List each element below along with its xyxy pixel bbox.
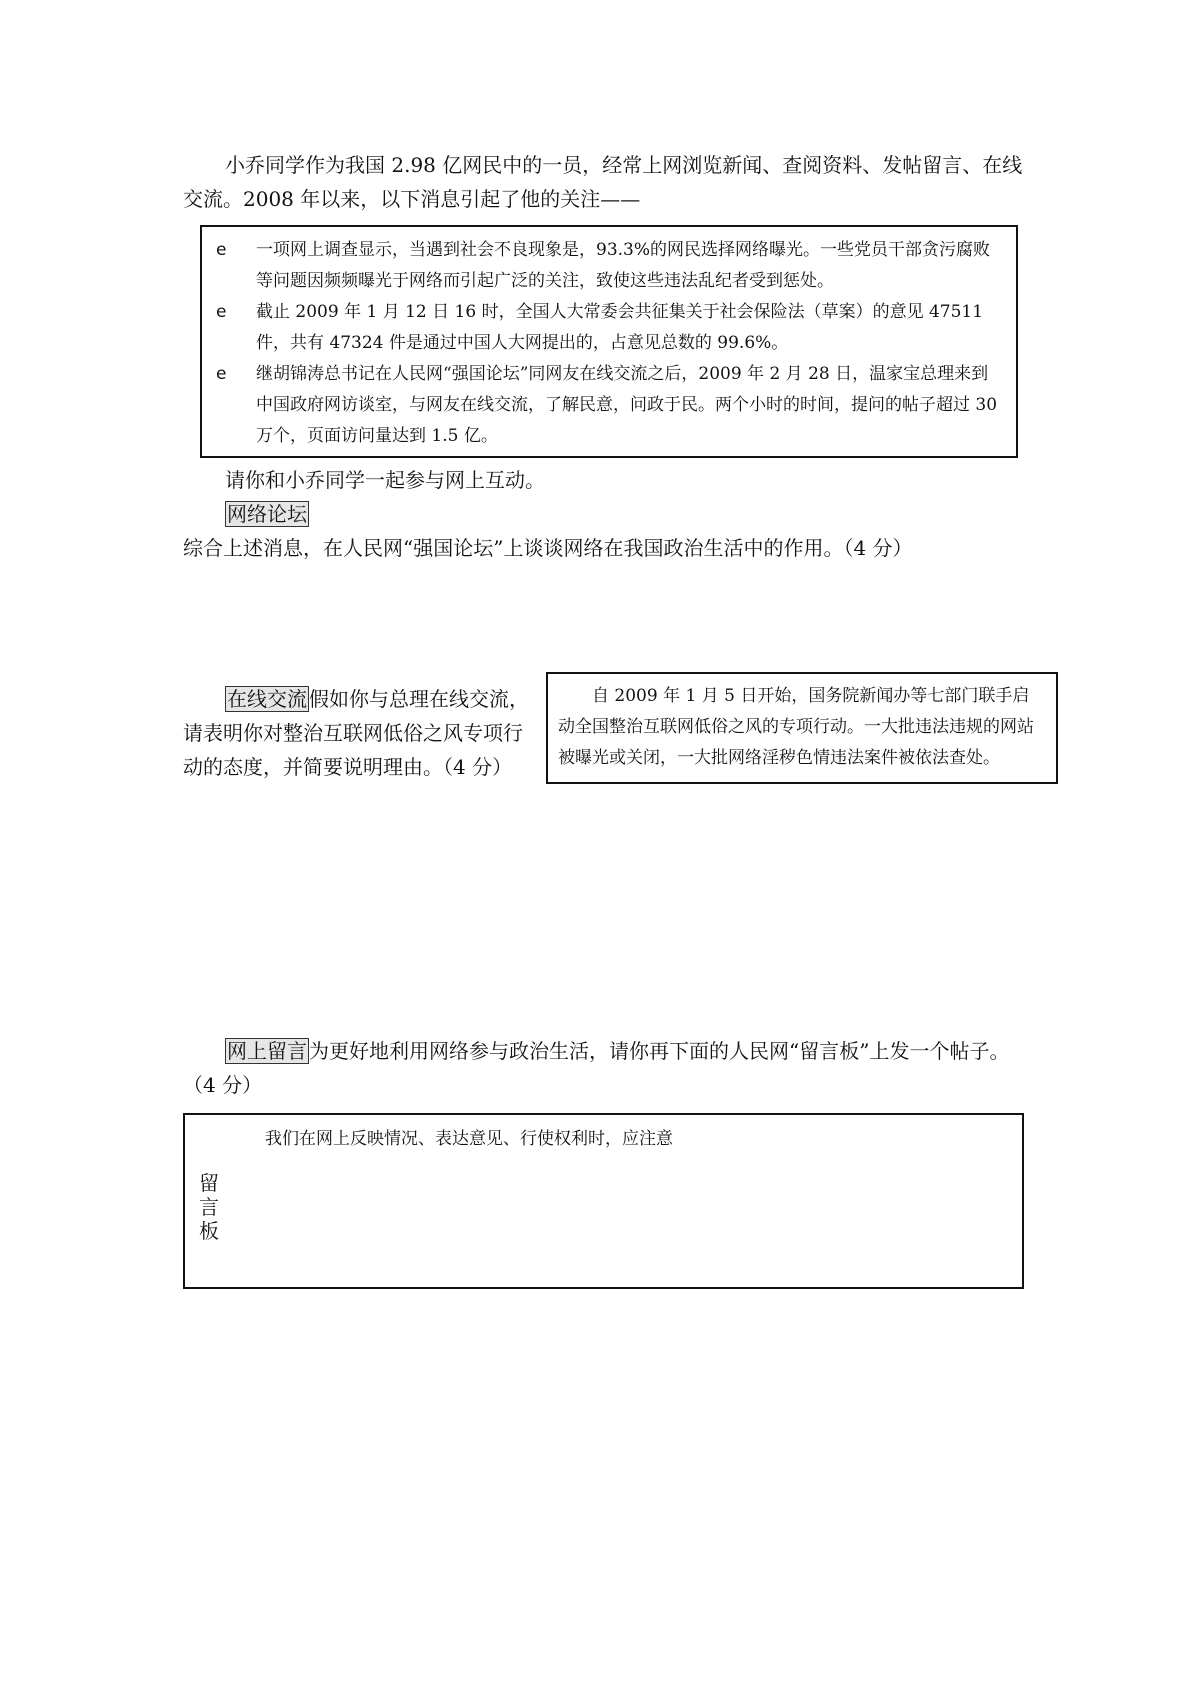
bullet-icon: e [216, 364, 227, 384]
board-prompt: 我们在网上反映情况、表达意见、行使权利时，应注意 [265, 1129, 673, 1149]
bullet-icon: e [216, 240, 227, 260]
online-chat-tag: 在线交流 [227, 687, 307, 711]
invite-line: 请你和小乔同学一起参与网上互动。 [225, 468, 545, 492]
question-online-chat [183, 682, 540, 784]
message-board [183, 1113, 1024, 1289]
news-item [216, 359, 1000, 452]
question-message [183, 1034, 1025, 1102]
news-item [216, 235, 1000, 297]
news-box [200, 225, 1018, 458]
question-online-chat-text: 假如你与总理在线交流，请表明你对整治互联网低俗之风专项行动的态度，并简要说明理由。（4 分） [183, 687, 529, 779]
news-item-text: 继胡锦涛总书记在人民网“强国论坛”同网友在线交流之后，2009 年 2 月 28 日，温家宝总理来到中国政府网访谈室，与网友在线交流，了解民意，问政于民。两个小时的时间，提问的帖子超过 30 万个，页面访问量达到 1.5 亿。 [256, 364, 998, 446]
bullet-icon: e [216, 302, 227, 322]
question-forum-text: 综合上述消息，在人民网“强国论坛”上谈谈网络在我国政治生活中的作用。（4 分） [183, 536, 913, 560]
news-item [216, 297, 1000, 359]
board-label-char: 言 [199, 1195, 219, 1219]
board-label-char: 板 [199, 1219, 219, 1243]
intro-paragraph: 小乔同学作为我国 2.98 亿网民中的一员，经常上网浏览新闻、查阅资料、发帖留言、在线交流。2008 年以来，以下消息引起了他的关注—— [183, 153, 1023, 211]
campaign-info-box: 自 2009 年 1 月 5 日开始，国务院新闻办等七部门联手启动全国整治互联网低俗之风的专项行动。一大批违法违规的网站被曝光或关闭，一大批网络淫秽色情违法案件被依法查处。 [546, 672, 1058, 784]
board-label [198, 1171, 220, 1243]
question-message-text: 为更好地利用网络参与政治生活，请你再下面的人民网“留言板”上发一个帖子。（4 分） [183, 1039, 1010, 1097]
message-tag: 网上留言 [227, 1039, 307, 1063]
forum-tag: 网络论坛 [227, 502, 307, 526]
board-label-char: 留 [199, 1171, 219, 1195]
news-item-text: 一项网上调查显示，当遇到社会不良现象是，93.3%的网民选择网络曝光。一些党员干部贪污腐败等问题因频频曝光于网络而引起广泛的关注，致使这些违法乱纪者受到惩处。 [256, 240, 991, 291]
news-item-text: 截止 2009 年 1 月 12 日 16 时，全国人大常委会共征集关于社会保险法（草案）的意见 47511 件，共有 47324 件是通过中国人大网提出的，占意见总数的 99.6%。 [256, 302, 984, 353]
question-forum [183, 497, 1033, 565]
